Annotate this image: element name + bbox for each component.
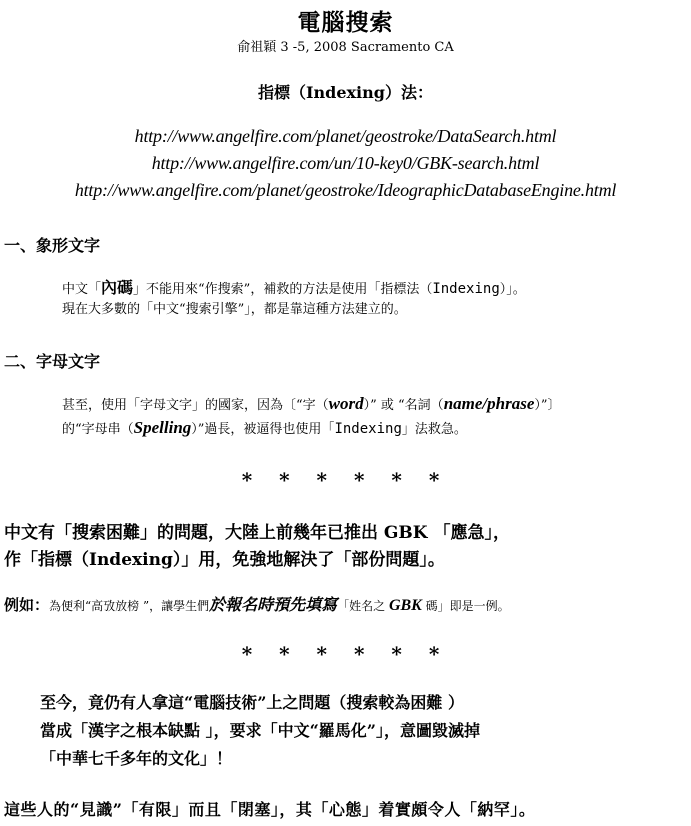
closing-line2: 當成「漢字之根本缺點 」，要求「中文“羅馬化”」，意圖毀滅掉 (40, 721, 480, 740)
section2-line1: 甚至，使用「字母文字」的國家，因為〔“字（word）” 或 “名詞（name/phrase）”〕 (62, 394, 561, 413)
section1-line2: 現在大多數的「中文“搜索引擎”」，都是靠這種方法建立的。 (62, 302, 407, 317)
statement-line1: 中文有「搜索困難」的問題，大陸上前幾年已推出 GBK 「應急」， (4, 523, 510, 543)
url-link-datasearch[interactable]: http://www.angelfire.com/planet/geostroke/DataSearch.html (134, 126, 557, 146)
asterisk-divider: * * * * * * (241, 642, 450, 666)
indexing-method-heading: 指標（Indexing）法： (258, 83, 433, 102)
page-title: 電腦搜索 (297, 9, 394, 36)
section1-line1: 中文「內碼」不能用來“作搜索”，補救的方法是使用「指標法（Indexing）」。 (62, 278, 526, 297)
asterisk-divider: * * * * * * (241, 468, 450, 492)
section-heading-alphabetic: 二、字母文字 (4, 352, 101, 371)
author-date-line: 俞祖穎 3 -5, 2008 Sacramento CA (237, 40, 454, 55)
section-heading-pictographic: 一、象形文字 (4, 236, 101, 255)
closing-line3: 「中華七千多年的文化」！ (40, 749, 233, 768)
example-line: 例如：為便利“高攷放榜 ”，讓學生們於報名時預先填寫「姓名之 GBK 碼」即是一例。 (4, 596, 510, 614)
closing-line1: 至今，竟仍有人拿這“電腦技術”上之問題（搜索較為困難 ） (40, 693, 464, 712)
statement-line2: 作「指標（Indexing）」用，免強地解決了「部份問題」。 (4, 550, 445, 570)
url-link-gbk-search[interactable]: http://www.angelfire.com/un/10-key0/GBK-search.html (151, 153, 540, 173)
url-link-ideographic-engine[interactable]: http://www.angelfire.com/planet/geostroke/IdeographicDatabaseEngine.html (74, 180, 617, 200)
section2-line2: 的“字母串（Spelling）”過長，被逼得也使用「Indexing」法救急。 (62, 418, 467, 437)
final-remark: 這些人的“見識”「有限」而且「閉塞」，其「心態」着實頗令人「納罕」。 (4, 800, 536, 819)
